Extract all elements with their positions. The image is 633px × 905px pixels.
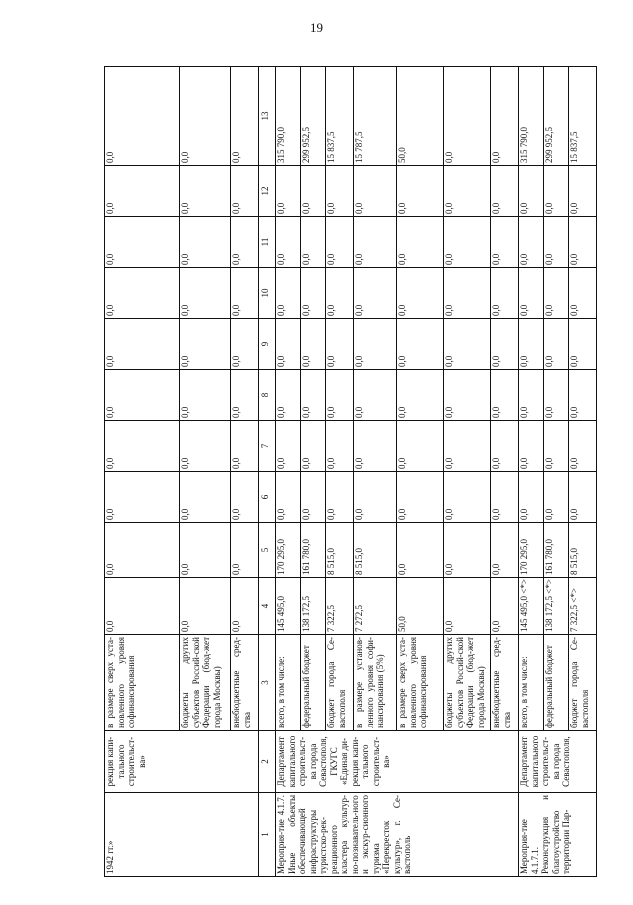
amount-cell: 0,0 xyxy=(444,421,491,472)
amount-cell: 0,0 xyxy=(231,166,259,217)
amount-cell: 0,0 xyxy=(569,421,597,472)
table-row xyxy=(105,67,180,877)
amount-cell: 0,0 xyxy=(180,523,231,578)
amount-cell: 0,0 xyxy=(180,421,231,472)
amount-cell: 0,0 xyxy=(519,421,544,472)
column-number-3: 3 xyxy=(259,635,276,731)
amount-cell: 0,0 xyxy=(301,421,326,472)
amount-cell: 138 172,5 xyxy=(301,578,326,635)
amount-cell: 0,0 xyxy=(397,268,444,319)
amount-cell: 0,0 xyxy=(326,319,354,370)
amount-cell: 0,0 xyxy=(301,268,326,319)
amount-cell: 161 780,0 xyxy=(301,523,326,578)
amount-cell: 0,0 xyxy=(301,472,326,523)
amount-cell: 0,0 xyxy=(491,421,519,472)
amount-cell: 0,0 xyxy=(569,166,597,217)
amount-cell: 0,0 xyxy=(301,166,326,217)
amount-cell: 0,0 xyxy=(491,578,519,635)
funding-source-cell: федеральный бюджет xyxy=(544,635,569,731)
amount-cell: 0,0 xyxy=(397,370,444,421)
amount-cell: 0,0 xyxy=(276,472,301,523)
amount-cell: 0,0 xyxy=(231,67,259,166)
funding-source-cell: всего, в том числе: xyxy=(276,635,301,731)
column-number-9: 9 xyxy=(259,319,276,370)
amount-cell: 145 495,0 <*> xyxy=(519,578,544,635)
amount-cell: 0,0 xyxy=(397,166,444,217)
amount-cell: 0,0 xyxy=(519,319,544,370)
amount-cell: 299 952,5 xyxy=(301,67,326,166)
funding-source-cell: всего, в том числе: xyxy=(519,635,544,731)
amount-cell: 50,0 xyxy=(397,67,444,166)
amount-cell: 0,0 xyxy=(491,268,519,319)
amount-cell: 0,0 xyxy=(105,472,180,523)
amount-cell: 0,0 xyxy=(519,166,544,217)
amount-cell: 0,0 xyxy=(354,370,397,421)
column-number-1: 1 xyxy=(259,793,276,877)
table-row xyxy=(519,67,544,877)
amount-cell: 0,0 xyxy=(180,578,231,635)
amount-cell: 50,0 xyxy=(397,578,444,635)
funding-source-cell: в размере сверх уста-новленного уровня софинансирования xyxy=(105,635,180,731)
amount-cell: 0,0 xyxy=(276,370,301,421)
amount-cell: 0,0 xyxy=(326,166,354,217)
amount-cell: 0,0 xyxy=(326,217,354,268)
amount-cell: 0,0 xyxy=(105,370,180,421)
amount-cell: 0,0 xyxy=(276,319,301,370)
amount-cell: 0,0 xyxy=(444,217,491,268)
amount-cell: 0,0 xyxy=(105,166,180,217)
measure-name-cell: 1942 гг.» xyxy=(105,793,259,877)
funding-source-cell: внебюджетные сред-ства xyxy=(231,635,259,731)
amount-cell: 0,0 xyxy=(180,268,231,319)
amount-cell: 0,0 xyxy=(519,370,544,421)
amount-cell: 0,0 xyxy=(276,217,301,268)
column-number-2: 2 xyxy=(259,731,276,793)
amount-cell: 0,0 xyxy=(105,523,180,578)
amount-cell: 0,0 xyxy=(276,166,301,217)
measure-name-cell: Мероприя-тие 4.1.7. Иные объекты обеспечивающей инфраструктуры туристско-рек-реационного кластера культур-но-познаватель-ного и экскур-сионного туризма «Перекресток культур», г. Се-вастополь xyxy=(276,793,519,877)
amount-cell: 15 837,5 xyxy=(326,67,354,166)
amount-cell: 0,0 xyxy=(491,472,519,523)
column-number-5: 5 xyxy=(259,523,276,578)
amount-cell: 0,0 xyxy=(491,523,519,578)
amount-cell: 15 837,5 xyxy=(569,67,597,166)
amount-cell: 0,0 xyxy=(519,472,544,523)
amount-cell: 0,0 xyxy=(544,472,569,523)
amount-cell: 0,0 xyxy=(301,217,326,268)
amount-cell: 0,0 xyxy=(354,421,397,472)
executor-cell: Департамент капитального строительст-ва города Севастополя, ГКУГС «Единая ди-рекция капи-тального строительст-ва» xyxy=(276,731,519,793)
amount-cell: 0,0 xyxy=(569,319,597,370)
table-row xyxy=(276,67,301,877)
amount-cell: 0,0 xyxy=(544,319,569,370)
header-row xyxy=(259,67,276,877)
amount-cell: 315 790,0 xyxy=(276,67,301,166)
column-number-11: 11 xyxy=(259,217,276,268)
funding-source-cell: бюджет города Се-вастополя xyxy=(326,635,354,731)
measure-name-cell: Мероприя-тие 4.1.7.1. Реконструкция и благоустройство территории Пар- xyxy=(519,793,597,877)
amount-cell: 0,0 xyxy=(491,67,519,166)
amount-cell: 0,0 xyxy=(231,472,259,523)
column-number-13: 13 xyxy=(259,67,276,166)
amount-cell: 0,0 xyxy=(326,370,354,421)
amount-cell: 0,0 xyxy=(397,472,444,523)
amount-cell: 0,0 xyxy=(180,370,231,421)
column-number-7: 7 xyxy=(259,421,276,472)
amount-cell: 161 780,0 xyxy=(544,523,569,578)
amount-cell: 0,0 xyxy=(105,421,180,472)
amount-cell: 0,0 xyxy=(231,578,259,635)
funding-source-cell: внебюджетные сред-ства xyxy=(491,635,519,731)
amount-cell: 0,0 xyxy=(444,523,491,578)
amount-cell: 0,0 xyxy=(397,421,444,472)
funding-source-cell: федеральный бюджет xyxy=(301,635,326,731)
amount-cell: 0,0 xyxy=(276,268,301,319)
amount-cell: 0,0 xyxy=(544,268,569,319)
amount-cell: 0,0 xyxy=(354,166,397,217)
amount-cell: 0,0 xyxy=(397,319,444,370)
amount-cell: 0,0 xyxy=(569,472,597,523)
amount-cell: 0,0 xyxy=(301,370,326,421)
amount-cell: 0,0 xyxy=(397,217,444,268)
amount-cell: 15 787,5 xyxy=(354,67,397,166)
amount-cell: 145 495,0 xyxy=(276,578,301,635)
amount-cell: 0,0 xyxy=(491,217,519,268)
amount-cell: 8 515,0 xyxy=(354,523,397,578)
column-number-12: 12 xyxy=(259,166,276,217)
executor-cell: рекция капи-тального строительст-ва» xyxy=(105,731,259,793)
amount-cell: 0,0 xyxy=(326,421,354,472)
amount-cell: 8 515,0 xyxy=(569,523,597,578)
amount-cell: 0,0 xyxy=(569,370,597,421)
amount-cell: 0,0 xyxy=(231,523,259,578)
amount-cell: 0,0 xyxy=(397,523,444,578)
amount-cell: 0,0 xyxy=(180,319,231,370)
funding-source-cell: в размере установ-ленного уровня софи-нансирования (5%) xyxy=(354,635,397,731)
amount-cell: 0,0 xyxy=(180,472,231,523)
amount-cell: 0,0 xyxy=(444,67,491,166)
amount-cell: 0,0 xyxy=(105,578,180,635)
amount-cell: 0,0 xyxy=(519,217,544,268)
amount-cell: 0,0 xyxy=(231,319,259,370)
amount-cell: 7 322,5 <*> xyxy=(569,578,597,635)
amount-cell: 8 515,0 xyxy=(326,523,354,578)
amount-cell: 0,0 xyxy=(326,268,354,319)
amount-cell: 0,0 xyxy=(231,370,259,421)
amount-cell: 0,0 xyxy=(231,217,259,268)
amount-cell: 0,0 xyxy=(544,166,569,217)
funding-source-cell: бюджеты других субъектов Россий-ской Федерации (бюд-жет города Москвы) xyxy=(444,635,491,731)
amount-cell: 0,0 xyxy=(569,217,597,268)
amount-cell: 0,0 xyxy=(105,268,180,319)
funding-source-cell: бюджет города Се-вастополя xyxy=(569,635,597,731)
executor-cell: Департамент капитального строительст-ва города Севастополя, xyxy=(519,731,597,793)
amount-cell: 315 790,0 xyxy=(519,67,544,166)
amount-cell: 0,0 xyxy=(444,578,491,635)
amount-cell: 0,0 xyxy=(444,472,491,523)
amount-cell: 7 272,5 xyxy=(354,578,397,635)
amount-cell: 0,0 xyxy=(544,421,569,472)
amount-cell: 0,0 xyxy=(180,166,231,217)
amount-cell: 0,0 xyxy=(301,319,326,370)
amount-cell: 0,0 xyxy=(444,166,491,217)
amount-cell: 0,0 xyxy=(444,319,491,370)
amount-cell: 0,0 xyxy=(354,217,397,268)
funding-source-cell: бюджеты других субъектов Россий-ской Федерации (бюд-жет города Москвы) xyxy=(180,635,231,731)
amount-cell: 0,0 xyxy=(444,370,491,421)
amount-cell: 299 952,5 xyxy=(544,67,569,166)
page-number: 19 xyxy=(310,20,323,35)
budget-table xyxy=(104,66,597,877)
amount-cell: 0,0 xyxy=(231,268,259,319)
amount-cell: 0,0 xyxy=(105,217,180,268)
amount-cell: 0,0 xyxy=(276,421,301,472)
amount-cell: 0,0 xyxy=(444,268,491,319)
funding-source-cell: в размере сверх уста-новленного уровня софинансирования xyxy=(397,635,444,731)
amount-cell: 0,0 xyxy=(544,217,569,268)
amount-cell: 0,0 xyxy=(569,268,597,319)
amount-cell: 170 295,0 xyxy=(276,523,301,578)
amount-cell: 0,0 xyxy=(354,319,397,370)
amount-cell: 0,0 xyxy=(491,319,519,370)
amount-cell: 0,0 xyxy=(491,370,519,421)
amount-cell: 170 295,0 xyxy=(519,523,544,578)
rotated-table-frame xyxy=(104,67,590,877)
column-number-10: 10 xyxy=(259,268,276,319)
column-number-6: 6 xyxy=(259,472,276,523)
amount-cell: 0,0 xyxy=(519,268,544,319)
amount-cell: 0,0 xyxy=(105,319,180,370)
amount-cell: 0,0 xyxy=(354,268,397,319)
amount-cell: 138 172,5 <*> xyxy=(544,578,569,635)
amount-cell: 0,0 xyxy=(544,370,569,421)
column-number-4: 4 xyxy=(259,578,276,635)
amount-cell: 0,0 xyxy=(354,472,397,523)
amount-cell: 0,0 xyxy=(180,67,231,166)
rotated-table-content xyxy=(104,67,590,877)
column-number-8: 8 xyxy=(259,370,276,421)
amount-cell: 0,0 xyxy=(180,217,231,268)
amount-cell: 7 322,5 xyxy=(326,578,354,635)
amount-cell: 0,0 xyxy=(491,166,519,217)
amount-cell: 0,0 xyxy=(105,67,180,166)
amount-cell: 0,0 xyxy=(231,421,259,472)
amount-cell: 0,0 xyxy=(326,472,354,523)
